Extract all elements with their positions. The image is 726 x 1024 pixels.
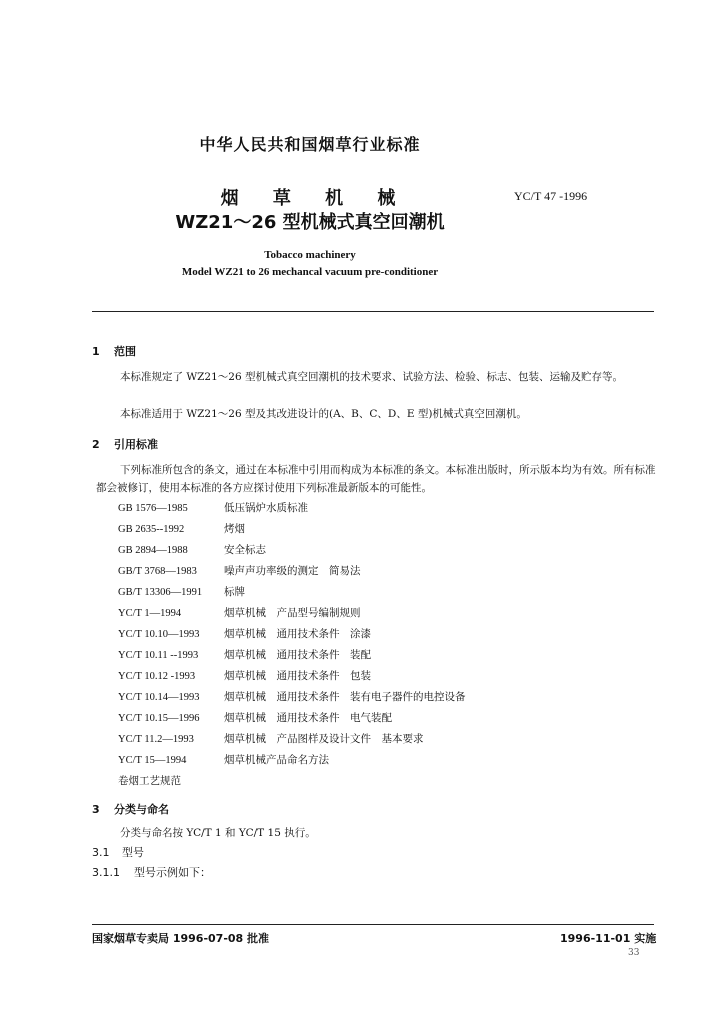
footer-rule	[92, 924, 654, 925]
section-number: 1	[92, 345, 100, 358]
section-2-heading	[92, 436, 158, 452]
reference-item	[118, 626, 371, 641]
reference-title: 标牌	[224, 586, 245, 598]
paragraph-text: 本标准规定了 WZ21～26 型机械式真空回潮机的技术要求、试验方法、检验、标志、包装、运输及贮存等。	[120, 371, 623, 383]
doc-title-product: WZ21～26 型机械式真空回潮机	[175, 212, 445, 233]
reference-code: YC/T 10.14—1993	[118, 692, 200, 703]
industry-standard-title: 中华人民共和国烟草行业标准	[199, 135, 421, 154]
reference-title: 烟草机械 通用技术条件 涂漆	[224, 628, 371, 640]
section-3-text	[96, 824, 656, 842]
header-rule	[92, 311, 654, 312]
english-title-line1: Tobacco machinery	[264, 249, 356, 261]
subsection-title: 型号	[122, 846, 144, 859]
reference-title: 低压锅炉水质标准	[224, 502, 308, 514]
english-title-line2: Model WZ21 to 26 mechancal vacuum pre-conditioner	[181, 266, 439, 278]
reference-item	[118, 731, 424, 746]
section-title: 分类与命名	[114, 803, 169, 816]
reference-code: GB 2635--1992	[118, 524, 185, 535]
section-1-paragraph-1	[96, 368, 656, 386]
reference-item	[118, 647, 371, 662]
reference-item	[118, 500, 308, 515]
reference-title: 烤烟	[224, 523, 245, 535]
subsection-title: 型号示例如下：	[134, 866, 211, 879]
reference-title: 安全标志	[224, 544, 266, 556]
section-title: 引用标准	[114, 438, 158, 451]
reference-code: YC/T 10.11 --1993	[118, 650, 199, 661]
reference-code: YC/T 15—1994	[118, 755, 187, 766]
reference-item	[118, 668, 371, 683]
reference-title: 烟草机械 通用技术条件 装配	[224, 649, 371, 661]
reference-title: 烟草机械 通用技术条件 装有电子器件的电控设备	[224, 691, 466, 703]
reference-item	[118, 710, 392, 725]
reference-code: GB 1576—1985	[118, 503, 188, 514]
paragraph-text: 本标准适用于 WZ21～26 型及其改进设计的(A、B、C、D、E 型)机械式真空回潮机。	[120, 408, 527, 420]
approval-date: 国家烟草专卖局 1996-07-08 批准	[92, 932, 270, 945]
subsection-3-1-1	[92, 864, 211, 880]
paragraph-text: 分类与命名按 YC/T 1 和 YC/T 15 执行。	[120, 827, 316, 839]
reference-code: YC/T 11.2—1993	[118, 734, 194, 745]
section-2-intro	[96, 461, 656, 497]
reference-title: 烟草机械 产品图样及设计文件 基本要求	[224, 733, 424, 745]
subsection-number: 3.1	[92, 846, 110, 859]
reference-code: GB/T 13306—1991	[118, 587, 203, 598]
reference-item	[118, 689, 466, 704]
reference-title: 烟草机械产品命名方法	[224, 754, 329, 766]
standard-code: YC/T 47 -1996	[514, 189, 588, 203]
section-title: 范围	[114, 345, 136, 358]
doc-title-category: 烟 草 机 械	[220, 188, 410, 209]
reference-code: GB/T 3768—1983	[118, 566, 197, 577]
subsection-3-1	[92, 844, 144, 860]
reference-item	[118, 563, 361, 578]
reference-code: GB 2894—1988	[118, 545, 188, 556]
subsection-number: 3.1.1	[92, 866, 120, 879]
reference-code: YC/T 10.12 -1993	[118, 671, 196, 682]
reference-title: 卷烟工艺规范	[118, 775, 181, 787]
reference-item	[118, 605, 361, 620]
section-1-paragraph-2	[96, 405, 656, 423]
reference-title: 烟草机械 通用技术条件 包装	[224, 670, 371, 682]
reference-code: YC/T 10.10—1993	[118, 629, 200, 640]
section-number: 3	[92, 803, 100, 816]
reference-item	[118, 521, 245, 536]
implementation-date: 1996-11-01 实施	[560, 932, 657, 945]
section-1-heading	[92, 343, 136, 359]
reference-title: 烟草机械 产品型号编制规则	[224, 607, 361, 619]
paragraph-text: 下列标准所包含的条文，通过在本标准中引用而构成为本标准的条文。本标准出版时，所示版本均为有效。所有标准都会被修订，使用本标准的各方应探讨使用下列标准最新版本的可能性。	[96, 464, 656, 494]
reference-code: YC/T 10.15—1996	[118, 713, 200, 724]
reference-title: 噪声声功率级的测定 简易法	[224, 565, 361, 577]
reference-item	[118, 584, 245, 599]
reference-title: 烟草机械 通用技术条件 电气装配	[224, 712, 392, 724]
section-number: 2	[92, 438, 100, 451]
reference-item	[118, 542, 266, 557]
reference-code: YC/T 1—1994	[118, 608, 182, 619]
page-number: 33	[628, 948, 640, 958]
reference-item	[118, 773, 181, 788]
section-3-heading	[92, 801, 169, 817]
reference-item	[118, 752, 329, 767]
